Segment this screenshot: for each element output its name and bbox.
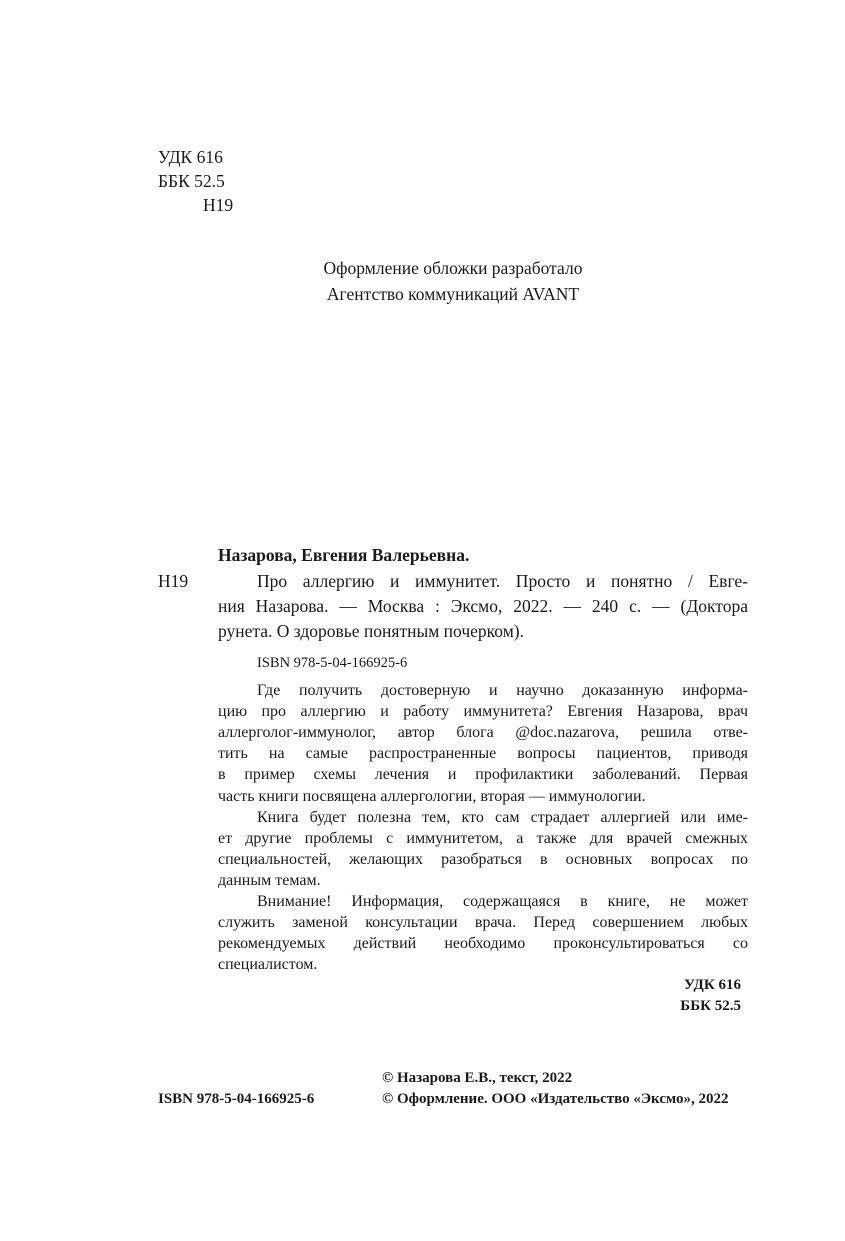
cover-credit-line-1: Оформление обложки разработало — [323, 258, 583, 278]
author-mark: Н19 — [203, 195, 234, 215]
bbk-code: ББК 52.5 — [158, 171, 225, 191]
annotation-line: служить заменой консультации врача. Перед совершением любых — [218, 914, 748, 932]
bib-line: рунета. О здоровье понятным почерком). — [218, 621, 524, 641]
bib-line: Про аллергию и иммунитет. Просто и понятно / Евге- — [257, 571, 748, 591]
annotation-line: Где получить достоверную и научно доказанную информа- — [257, 682, 748, 699]
copyright-text: © Назарова Е.В., текст, 2022 — [382, 1070, 573, 1086]
annotation-line: данным темам. — [218, 871, 321, 889]
annotation-line: Внимание! Информация, содержащаяся в книге, не может — [257, 893, 748, 910]
annotation-line: специалистом. — [218, 956, 318, 974]
bottom-bbk: ББК 52.5 — [680, 998, 741, 1014]
annotation-line: рекомендуемых действий необходимо проконсультироваться со — [218, 935, 748, 953]
annotation-line: цию про аллергию и работу иммунитета? Евгения Назарова, врач — [218, 703, 748, 721]
udk-code: УДК 616 — [158, 147, 223, 167]
copyright-design: © Оформление. ООО «Издательство «Эксмо», 2022 — [382, 1091, 729, 1107]
annotation-line: Книга будет полезна тем, кто сам страдает аллергией или име- — [257, 808, 748, 826]
author-heading: Назарова, Евгения Валерьевна. — [218, 545, 470, 565]
bib-line: ния Назарова. — Москва : Эксмо, 2022. — 240 с. — (Доктора — [218, 596, 748, 616]
bib-isbn: ISBN 978-5-04-166925-6 — [257, 655, 408, 671]
annotation-line: ет другие проблемы с иммунитетом, а также для врачей смежных — [218, 829, 748, 847]
annotation-line: тить на самые распространенные вопросы пациентов, приводя — [218, 745, 748, 763]
annotation-line: аллерголог-иммунолог, автор блога @doc.nazarova, решила отве- — [218, 724, 748, 742]
footer-isbn: ISBN 978-5-04-166925-6 — [158, 1091, 315, 1107]
cover-credit-line-2: Агентство коммуникаций AVANT — [326, 284, 580, 304]
annotation-line: в пример схемы лечения и профилактики заболеваний. Первая — [218, 766, 748, 784]
bib-author-mark: Н19 — [158, 571, 189, 591]
annotation-line: часть книги посвящена аллергологии, вторая — иммунологии. — [218, 787, 646, 805]
bottom-udk: УДК 616 — [684, 977, 741, 993]
annotation-line: специальностей, желающих разобраться в основных вопросах по — [218, 850, 748, 868]
